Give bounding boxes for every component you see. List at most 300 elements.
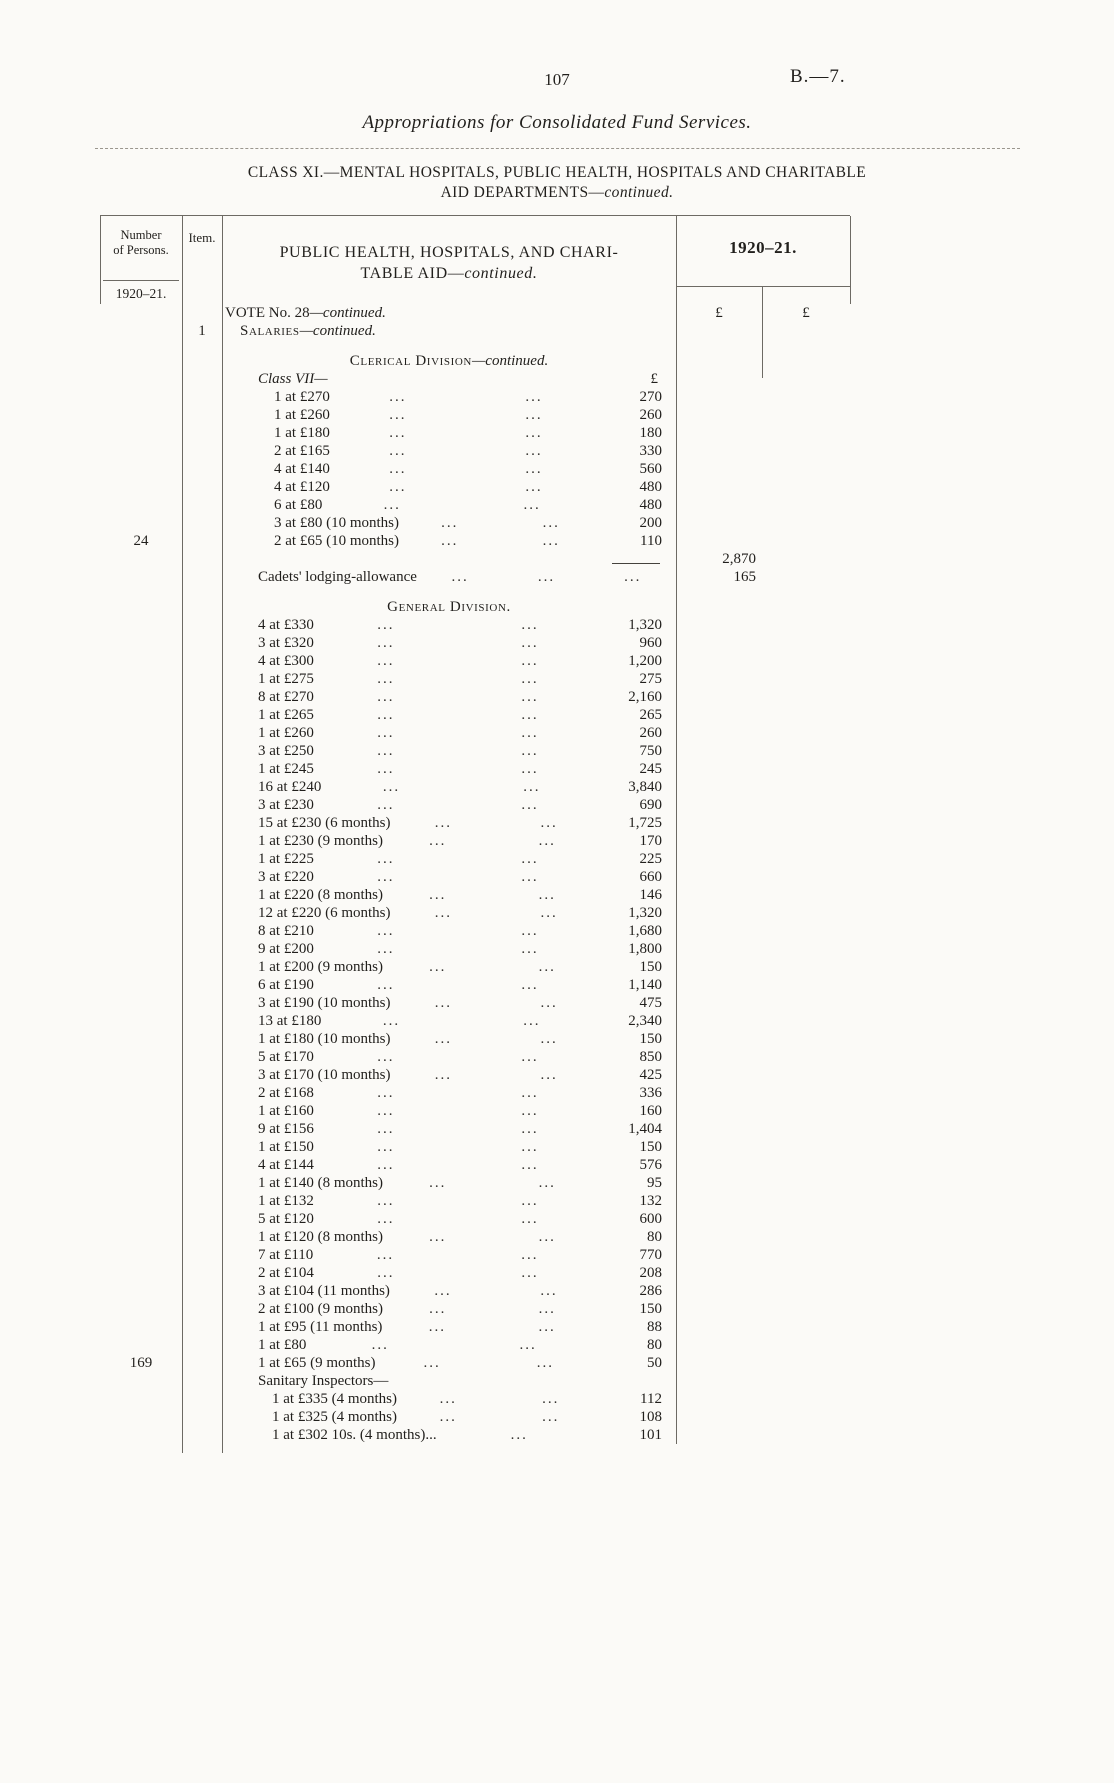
row-amount: 1,140 (628, 977, 663, 993)
row-label: 1 at £132 (258, 1193, 314, 1209)
salary-row (100, 496, 850, 514)
dot-leader: ... (434, 1067, 452, 1083)
row-label: 2 at £100 (9 months) (258, 1301, 383, 1317)
dot-leader: ... (521, 797, 539, 813)
dot-leader: ... (377, 1121, 395, 1137)
dot-leader: ... (377, 761, 395, 777)
dot-leader: ... (521, 851, 539, 867)
row-amount: 101 (639, 1427, 662, 1443)
dot-leader: ... (377, 1211, 395, 1227)
dot-leader: ... (523, 779, 541, 795)
dot-leader: ... (377, 1265, 395, 1281)
row-amount: 80 (647, 1229, 662, 1245)
row-amount: 146 (639, 887, 662, 903)
salary-row (100, 778, 850, 796)
row-amount: 150 (639, 1031, 662, 1047)
dot-leader: ... (521, 1211, 539, 1227)
dot-leader: ... (538, 1301, 556, 1317)
dot-leader: ... (429, 1229, 447, 1245)
dot-leader: ... (377, 635, 395, 651)
row-amount: 108 (639, 1409, 662, 1425)
row-label: 6 at £80 (274, 497, 323, 513)
dot-leader: ... (377, 1103, 395, 1119)
clerical-subtotal-line (100, 550, 850, 568)
dot-leader: ... (521, 1193, 539, 1209)
row-label: 3 at £320 (258, 635, 314, 651)
row-label: 12 at £220 (6 months) (258, 905, 391, 921)
table-rule-right (850, 216, 851, 304)
dot-leader: ... (382, 779, 401, 795)
dot-leader: ... (521, 653, 539, 669)
dot-leader: ... (521, 1265, 539, 1281)
class-vii-label: Class VII— (258, 371, 328, 387)
row-label: 1 at £150 (258, 1139, 314, 1155)
row-amount: 260 (639, 725, 663, 741)
salary-row (100, 1120, 850, 1138)
pound-sign-col2: £ (802, 305, 810, 321)
dot-leader: ... (521, 671, 539, 687)
row-label: 5 at £120 (258, 1211, 314, 1227)
dot-leader: ... (434, 815, 452, 831)
dot-leader: ... (538, 1229, 556, 1245)
dot-leader: ... (521, 743, 539, 759)
dot-leader: ... (377, 617, 395, 633)
row-amount: 160 (639, 1103, 663, 1119)
persons-count: 24 (133, 533, 149, 549)
dot-leader: ... (540, 1283, 558, 1299)
salaries-line (100, 322, 850, 340)
dot-leader: ... (523, 497, 541, 513)
row-amount: 275 (639, 671, 663, 687)
row-amount: 336 (639, 1085, 663, 1101)
persons-header-divider (103, 280, 179, 281)
row-label: 1 at £270 (274, 389, 330, 405)
dot-leader: ... (523, 1013, 541, 1029)
page-number: 107 (544, 70, 570, 89)
dot-leader: ... (521, 869, 539, 885)
dot-leader: ... (382, 1013, 401, 1029)
dot-leader: ... (542, 515, 560, 531)
row-label: 1 at £265 (258, 707, 314, 723)
row-amount: 170 (639, 833, 662, 849)
row-label: 3 at £220 (258, 869, 314, 885)
row-label: 4 at £330 (258, 617, 314, 633)
salary-row (100, 850, 850, 868)
row-label: 1 at £120 (8 months) (258, 1229, 383, 1245)
dot-leader: ... (377, 851, 395, 867)
dot-leader: ... (538, 833, 556, 849)
dot-leader: ... (521, 635, 539, 651)
row-amount: 475 (639, 995, 662, 1011)
year-header-divider (676, 286, 850, 287)
pound-sign-col1: £ (715, 305, 723, 321)
row-amount: 690 (639, 797, 663, 813)
salary-row (100, 1408, 850, 1426)
row-label: 2 at £104 (258, 1265, 314, 1281)
vote-line (100, 304, 850, 322)
dot-leader: ... (451, 569, 469, 585)
dot-leader: ... (377, 725, 395, 741)
row-label: 5 at £170 (258, 1049, 314, 1065)
persons-year-label: 1920–21. (115, 286, 167, 301)
dot-leader: ... (389, 461, 407, 477)
row-label: 1 at £275 (258, 671, 314, 687)
row-amount: 180 (639, 425, 663, 441)
dot-leader: ... (542, 1409, 560, 1425)
row-amount: 112 (640, 1391, 662, 1407)
vote-continued: —continued. (309, 305, 386, 321)
dot-leader: ... (429, 1175, 447, 1191)
salary-row (100, 814, 850, 832)
row-amount: 1,320 (628, 905, 662, 921)
salary-row (100, 1192, 850, 1210)
row-label: 1 at £180 (274, 425, 330, 441)
dot-leader: ... (525, 389, 543, 405)
salary-row (100, 1426, 850, 1444)
dot-leader: ... (538, 959, 556, 975)
salary-row (100, 922, 850, 940)
salary-row (100, 478, 850, 496)
row-amount: 200 (639, 515, 662, 531)
row-amount: 960 (639, 635, 663, 651)
dot-leader: ... (521, 1121, 539, 1137)
dot-leader: ... (521, 725, 539, 741)
dot-leader: ... (376, 1247, 395, 1263)
general-division-heading: General Division. (387, 599, 511, 615)
row-label: 1 at £302 10s. (4 months)... (272, 1427, 437, 1443)
dot-leader: ... (521, 977, 539, 993)
dot-leader: ... (389, 425, 407, 441)
row-label: 1 at £230 (9 months) (258, 833, 383, 849)
row-label: 1 at £80 (258, 1337, 307, 1353)
row-amount: 1,800 (628, 941, 663, 957)
salary-row (100, 406, 850, 424)
row-amount: 560 (639, 461, 663, 477)
row-label: 1 at £160 (258, 1103, 314, 1119)
salary-row (100, 706, 850, 724)
salary-row (100, 1336, 850, 1354)
row-label: 1 at £200 (9 months) (258, 959, 383, 975)
salary-row (100, 1282, 850, 1300)
dot-leader: ... (441, 533, 459, 549)
row-label: 1 at £220 (8 months) (258, 887, 383, 903)
dot-leader: ... (377, 1085, 395, 1101)
salary-row (100, 514, 850, 532)
row-amount: 225 (639, 851, 663, 867)
class-heading (0, 163, 1114, 203)
row-amount: 2,340 (628, 1013, 663, 1029)
dot-leader: ... (429, 1301, 447, 1317)
title-divider (95, 148, 1020, 149)
salary-row (100, 670, 850, 688)
salary-row (100, 994, 850, 1012)
dot-leader: ... (377, 1157, 395, 1173)
dot-leader: ... (540, 1067, 558, 1083)
row-amount: 150 (639, 1301, 662, 1317)
dot-leader: ... (389, 443, 407, 459)
row-amount: 260 (639, 407, 663, 423)
row-amount: 208 (639, 1265, 663, 1281)
row-label: 2 at £65 (10 months) (274, 533, 399, 549)
dot-leader: ... (383, 497, 401, 513)
dot-leader: ... (429, 833, 447, 849)
dot-leader: ... (540, 995, 558, 1011)
row-amount: 80 (647, 1337, 663, 1353)
dot-leader: ... (537, 569, 556, 585)
row-amount: 660 (639, 869, 663, 885)
column-header-year: 1920–21. (729, 238, 797, 257)
sanitary-rows (100, 1390, 850, 1444)
row-label: 4 at £300 (258, 653, 314, 669)
salary-row (100, 1138, 850, 1156)
salary-row (100, 424, 850, 442)
salary-row (100, 388, 850, 406)
row-label: 6 at £190 (258, 977, 314, 993)
dot-leader: ... (525, 407, 543, 423)
dot-leader: ... (434, 1283, 452, 1299)
table-body (100, 304, 850, 1444)
dot-leader: ... (389, 389, 407, 405)
salary-row (100, 1354, 850, 1372)
row-amount: 750 (639, 743, 663, 759)
row-amount: 270 (639, 389, 663, 405)
dot-leader: ... (377, 671, 395, 687)
salary-row (100, 1102, 850, 1120)
salary-row (100, 1156, 850, 1174)
row-label: 1 at £225 (258, 851, 314, 867)
dot-leader: ... (521, 923, 539, 939)
row-label: 3 at £230 (258, 797, 314, 813)
column-header-item: Item. (188, 230, 216, 245)
sanitary-inspectors-heading: Sanitary Inspectors— (258, 1373, 389, 1389)
salary-row (100, 958, 850, 976)
column-header-persons: Number of Persons. (113, 228, 169, 257)
row-amount: 480 (639, 497, 663, 513)
row-label: 1 at £325 (4 months) (272, 1409, 397, 1425)
dot-leader: ... (377, 977, 395, 993)
row-label: 16 at £240 (258, 779, 322, 795)
salary-row (100, 1174, 850, 1192)
row-amount: 480 (639, 479, 663, 495)
dot-leader: ... (521, 617, 539, 633)
dot-leader: ... (521, 1247, 539, 1263)
dot-leader: ... (377, 689, 395, 705)
salary-row (100, 1048, 850, 1066)
dot-leader: ... (521, 1085, 539, 1101)
row-amount: 150 (639, 959, 662, 975)
row-amount: 1,320 (628, 617, 663, 633)
row-amount: 576 (639, 1157, 663, 1173)
dot-leader: ... (542, 1391, 560, 1407)
row-amount: 770 (639, 1247, 662, 1263)
salaries-label: Salaries (240, 323, 300, 339)
row-label: 4 at £144 (258, 1157, 314, 1173)
dot-leader: ... (428, 1319, 446, 1335)
row-label: 8 at £210 (258, 923, 314, 939)
row-amount: 150 (639, 1139, 663, 1155)
dot-leader: ... (521, 1139, 539, 1155)
salary-row (100, 886, 850, 904)
dot-leader: ... (441, 515, 459, 531)
dot-leader: ... (434, 1031, 452, 1047)
salary-row (100, 724, 850, 742)
row-label: 1 at £245 (258, 761, 314, 777)
row-label: 3 at £80 (10 months) (274, 515, 399, 531)
dot-leader: ... (542, 533, 560, 549)
salary-row (100, 1012, 850, 1030)
salary-row (100, 1030, 850, 1048)
row-label: 3 at £250 (258, 743, 314, 759)
row-label: 4 at £140 (274, 461, 330, 477)
subtotal-rule (612, 563, 660, 564)
dot-leader: ... (377, 869, 395, 885)
dot-leader: ... (389, 407, 407, 423)
salary-row (100, 442, 850, 460)
dot-leader: ... (429, 959, 447, 975)
row-label: 9 at £156 (258, 1121, 314, 1137)
clerical-rows (100, 388, 850, 550)
dot-leader: ... (540, 815, 558, 831)
row-amount: 95 (647, 1175, 662, 1191)
dot-leader: ... (521, 707, 539, 723)
row-label: 1 at £65 (9 months) (258, 1355, 376, 1371)
dot-leader: ... (525, 461, 543, 477)
dot-leader: ... (521, 941, 539, 957)
row-label: 1 at £180 (10 months) (258, 1031, 391, 1047)
row-label: 1 at £260 (274, 407, 330, 423)
row-amount: 2,160 (628, 689, 663, 705)
persons-count: 169 (129, 1355, 153, 1371)
dot-leader: ... (521, 1049, 539, 1065)
vote-label: VOTE No. 28 (225, 305, 310, 321)
dot-leader: ... (521, 689, 539, 705)
dot-leader: ... (525, 425, 543, 441)
salary-row (100, 760, 850, 778)
dot-leader: ... (429, 887, 447, 903)
dot-leader: ... (377, 1049, 395, 1065)
row-label: 3 at £170 (10 months) (258, 1067, 391, 1083)
column-header-description: PUBLIC HEALTH, HOSPITALS, AND CHARI- TABLE AID—continued. (279, 244, 619, 282)
dot-leader: ... (389, 479, 407, 495)
class-heading-line1: CLASS XI.—MENTAL HOSPITALS, PUBLIC HEALTH, HOSPITALS AND CHARITABLE (247, 164, 867, 181)
row-label: 1 at £260 (258, 725, 314, 741)
dot-leader: ... (377, 743, 395, 759)
row-amount: 110 (640, 533, 662, 549)
general-rows (100, 616, 850, 1372)
salary-row (100, 796, 850, 814)
dot-leader: ... (377, 1193, 395, 1209)
salary-row (100, 1264, 850, 1282)
dot-leader: ... (525, 443, 543, 459)
dot-leader: ... (521, 761, 539, 777)
dot-leader: ... (434, 995, 452, 1011)
row-label: 8 at £270 (258, 689, 314, 705)
salary-row (100, 532, 850, 550)
row-label: 1 at £335 (4 months) (272, 1391, 397, 1407)
dot-leader: ... (525, 479, 543, 495)
row-label: 2 at £165 (274, 443, 330, 459)
row-amount: 1,680 (628, 923, 663, 939)
clerical-subtotal: 2,870 (722, 551, 756, 567)
salary-row (100, 652, 850, 670)
dot-leader: ... (519, 1337, 537, 1353)
row-amount: 50 (647, 1355, 662, 1371)
row-amount: 132 (639, 1193, 663, 1209)
salary-row (100, 1300, 850, 1318)
pound-sign-amount-col: £ (650, 371, 658, 387)
row-label: 7 at £110 (258, 1247, 314, 1263)
row-label: 3 at £190 (10 months) (258, 995, 391, 1011)
appropriations-table (100, 215, 850, 1453)
row-amount: 1,725 (628, 815, 662, 831)
salary-row (100, 868, 850, 886)
dot-leader: ... (521, 1157, 539, 1173)
salary-row (100, 904, 850, 922)
dot-leader: ... (377, 797, 395, 813)
row-amount: 3,840 (628, 779, 663, 795)
salary-row (100, 832, 850, 850)
salary-row (100, 1210, 850, 1228)
class-vii-line (100, 370, 850, 388)
salary-row (100, 1318, 850, 1336)
salary-row (100, 688, 850, 706)
salaries-continued: —continued. (299, 323, 376, 339)
row-label: 13 at £180 (258, 1013, 322, 1029)
dot-leader: ... (377, 941, 395, 957)
document-title: Appropriations for Consolidated Fund Services. (362, 112, 752, 133)
allowance-amount: 165 (733, 569, 756, 585)
lodging-allowance-line (100, 568, 850, 586)
salary-row (100, 1228, 850, 1246)
salary-row (100, 634, 850, 652)
row-label: 4 at £120 (274, 479, 330, 495)
row-label: 1 at £95 (11 months) (258, 1319, 383, 1335)
salary-row (100, 616, 850, 634)
row-amount: 850 (639, 1049, 663, 1065)
dot-leader: ... (521, 1103, 539, 1119)
row-amount: 1,404 (628, 1121, 663, 1137)
row-amount: 600 (639, 1211, 663, 1227)
dot-leader: ... (377, 653, 395, 669)
dot-leader: ... (536, 1355, 554, 1371)
salary-row (100, 1390, 850, 1408)
dot-leader: ... (377, 1139, 395, 1155)
row-amount: 286 (639, 1283, 662, 1299)
class-heading-line2: AID DEPARTMENTS—continued. (440, 184, 674, 201)
salary-row (100, 460, 850, 478)
salary-row (100, 976, 850, 994)
row-label: 1 at £140 (8 months) (258, 1175, 383, 1191)
salary-row (100, 940, 850, 958)
item-number: 1 (198, 323, 206, 339)
salary-row (100, 1084, 850, 1102)
dot-leader: ... (538, 1175, 556, 1191)
row-amount: 330 (639, 443, 663, 459)
dot-leader: ... (540, 905, 558, 921)
dot-leader: ... (377, 707, 395, 723)
dot-leader: ... (538, 1319, 556, 1335)
row-label: 3 at £104 (11 months) (258, 1283, 390, 1299)
dot-leader: ... (439, 1391, 457, 1407)
row-amount: 245 (639, 761, 663, 777)
dot-leader: ... (434, 905, 452, 921)
dot-leader: ... (538, 887, 556, 903)
row-amount: 88 (647, 1319, 662, 1335)
salary-row (100, 1246, 850, 1264)
dot-leader: ... (510, 1427, 528, 1443)
salary-row (100, 1066, 850, 1084)
dot-leader: ... (624, 569, 642, 585)
